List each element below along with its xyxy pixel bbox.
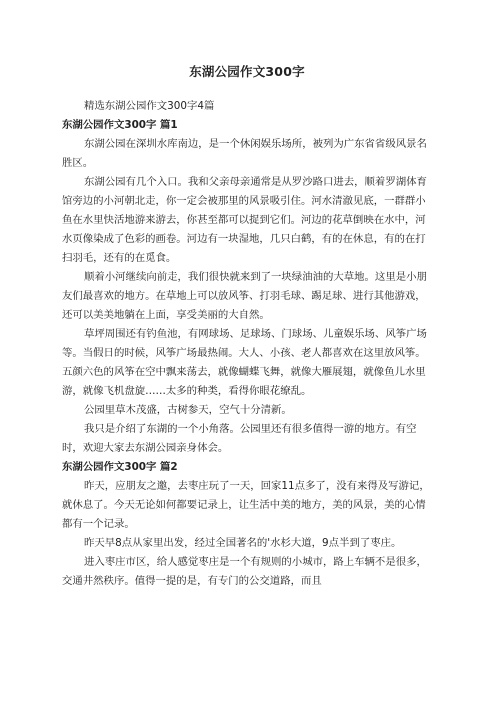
paragraph: 草坪周围还有钓鱼池，有网球场、足球场、门球场、儿童娱乐场、风筝广场等。当假日的时候，风筝广场最热闹。大人、小孩、老人都喜欢在这里放风筝。五颜六色的风筝在空中飘来荡去，就像蝴蝶飞舞，就像大雁展翅，就像鱼儿水里游，就像飞机盘旋……太多的种类，看得你眼花缭乱。 (62, 328, 427, 397)
section-heading-2: 东湖公园作文300字 篇2 (62, 461, 178, 473)
paragraph: 进入枣庄市区，给人感觉枣庄是一个有规则的小城市，路上车辆不是很多，交通井然秩序。值得一提的是，有专门的公交道路，而且 (62, 556, 427, 587)
paragraph: 公园里草木茂盛，古树参天，空气十分清新。 (84, 404, 292, 416)
paragraph: 我只是介绍了东湖的一个小角落。公园里还有很多值得一游的地方。有空时，欢迎大家去东湖公园亲身体会。 (62, 423, 417, 454)
section-heading-1: 东湖公园作文300字 篇1 (62, 119, 178, 131)
paragraph: 东湖公园在深圳水库南边，是一个休闲娱乐场所，被列为广东省省级风景名胜区。 (62, 138, 427, 169)
paragraph: 昨天早8点从家里出发，经过全国著名的'水杉大道，9点半到了枣庄。 (84, 537, 402, 549)
paragraph: 顺着小河继续向前走，我们很快就来到了一块绿油油的大草地。这里是小朋友们最喜欢的地方。在草地上可以放风筝、打羽毛球、踢足球、进行其他游戏，还可以美美地躺在上面，享受美丽的大自然。 (62, 271, 427, 321)
document-title: 东湖公园作文300字 (189, 64, 305, 79)
paragraph: 东湖公园有几个入口。我和父亲母亲通常是从罗沙路口进去，顺着罗湖体育馆旁边的小河朝北走，你一定会被那里的风景吸引住。河水清澈见底，一群群小鱼在水里快活地游来游去，你甚至都可以捉到它们。河边的花草倒映在水中，河水页像染成了色彩的画卷。河边有一块湿地，几只白鹤，有的在休息，有的在打扫羽毛，还有的在觅食。 (62, 176, 427, 264)
paragraph: 昨天，应朋友之邀，去枣庄玩了一天，回家11点多了，没有来得及写游记，就休息了。今天无论如何都要记录上，让生活中美的地方，美的风景，美的心情都有一个记录。 (62, 480, 430, 530)
document-subtitle: 精选东湖公园作文300字4篇 (84, 100, 215, 112)
